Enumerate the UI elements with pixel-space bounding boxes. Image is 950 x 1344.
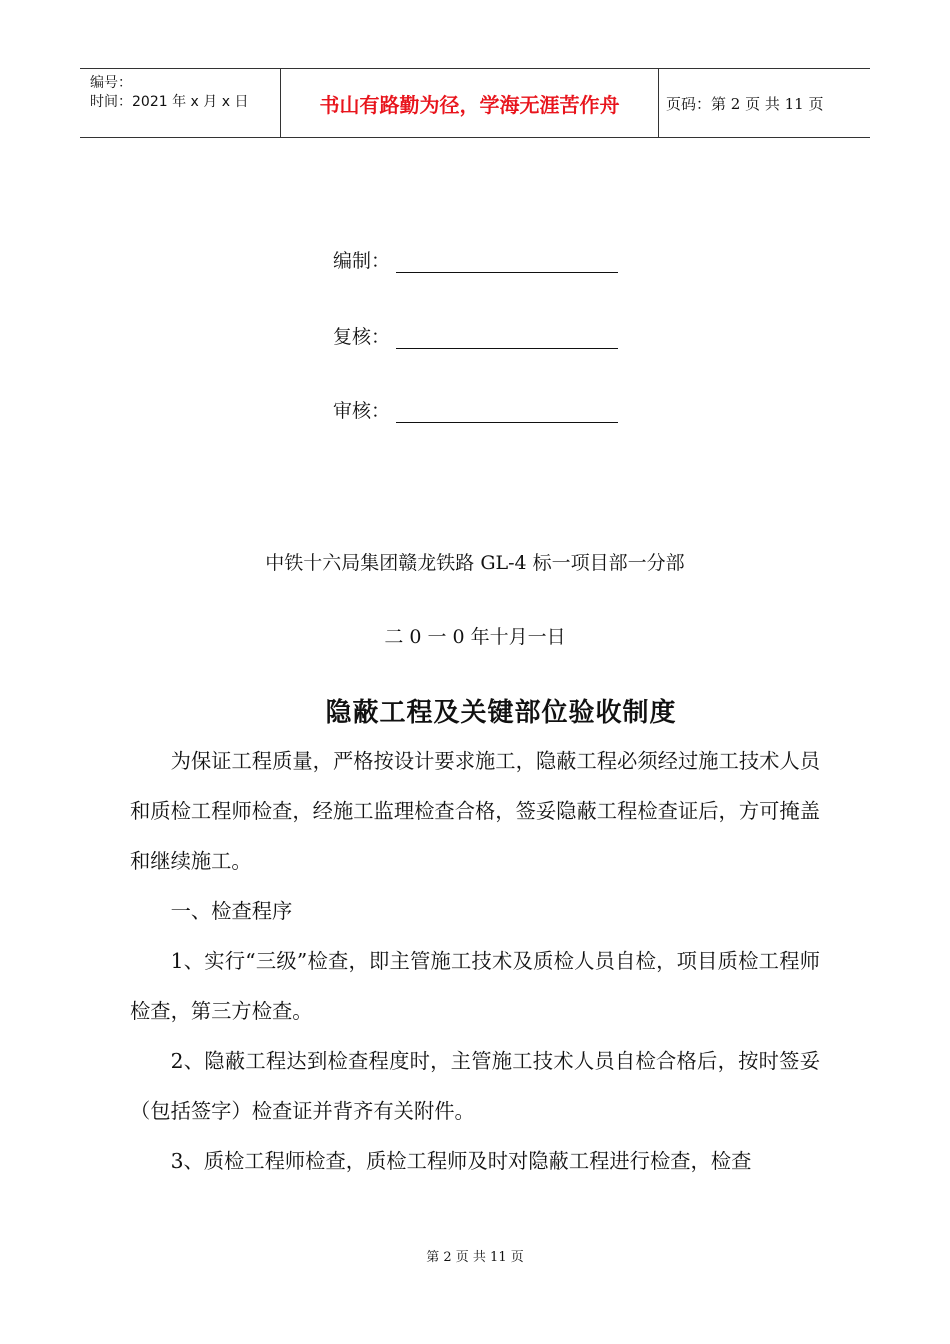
motto-text: 书山有路勤为径，学海无涯苦作舟 <box>319 92 620 117</box>
paragraph: 1、实行“三级”检查，即主管施工技术及质检人员自检，项目质检工程师检查，第三方检查。 <box>130 949 820 1023</box>
paragraph: 2、隐蔽工程达到检查程度时，主管施工技术人员自检合格后，按时签妥（包括签字）检查证并背齐有关附件。 <box>130 1049 820 1123</box>
document-body <box>130 736 820 1186</box>
signature-label: 编制： <box>333 250 391 272</box>
signature-compile <box>333 246 618 273</box>
code-label: 编号： <box>90 75 132 91</box>
paragraph: 3、质检工程师检查，质检工程师及时对隐蔽工程进行检查，检查 <box>170 1149 752 1173</box>
header-motto <box>281 69 659 137</box>
time-text: 时间：2021 年 x 月 x 日 <box>90 94 249 110</box>
signature-line <box>396 258 618 273</box>
document-date: 二 0 一 0 年十月一日 <box>384 626 566 648</box>
page-footer: 第 2 页 共 11 页 <box>426 1250 524 1265</box>
signature-line <box>396 408 618 423</box>
signature-line <box>396 334 618 349</box>
page-info-text: 页码：第 2 页 共 11 页 <box>666 94 824 113</box>
document-title: 隐蔽工程及关键部位验收制度 <box>325 698 677 728</box>
organization-name: 中铁十六局集团赣龙铁路 GL-4 标一项目部一分部 <box>265 552 685 574</box>
paragraph: 为保证工程质量，严格按设计要求施工，隐蔽工程必须经过施工技术人员和质检工程师检查，经施工监理检查合格，签妥隐蔽工程检查证后，方可掩盖和继续施工。 <box>130 749 820 873</box>
signature-label: 复核： <box>333 326 391 348</box>
header-meta <box>80 69 281 137</box>
header-page-info <box>659 69 870 137</box>
section-heading: 一、检查程序 <box>170 899 293 923</box>
signature-label: 审核： <box>333 400 391 422</box>
signature-review <box>333 322 618 349</box>
signature-approve <box>333 396 618 423</box>
page-header <box>80 68 870 138</box>
